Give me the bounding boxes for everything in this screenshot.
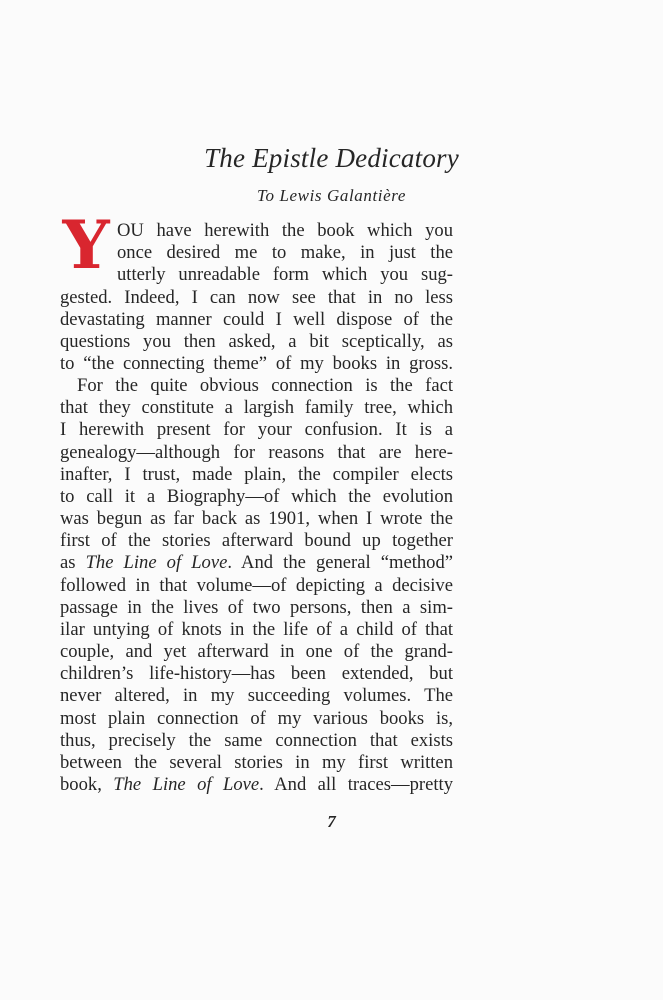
text-line: most plain connection of my various books is, [60, 708, 453, 729]
drop-cap-initial [59, 206, 111, 284]
text-line: couple, and yet afterward in one of the grand- [60, 641, 453, 662]
text-line: between the several stories in my first written [60, 752, 453, 773]
text-line: utterly unreadable form which you sug- [117, 264, 453, 285]
text-line: I herewith present for your confusion. It is a [60, 419, 453, 440]
text-line: was begun as far back as 1901, when I wrote the [60, 508, 453, 529]
text-line: never altered, in my succeeding volumes. The [60, 685, 453, 706]
text-line: ilar untying of knots in the life of a child of that [60, 619, 453, 640]
page-subtitle: To Lewis Galantière [257, 186, 406, 205]
text-line: inafter, I trust, made plain, the compiler elects [60, 464, 453, 485]
text-line: to “the connecting theme” of my books in gross. [60, 353, 453, 374]
page-title: The Epistle Dedicatory [204, 143, 459, 173]
text-line: once desired me to make, in just the [117, 242, 453, 263]
text-line-italic-title: as The Line of Love. And the general “method” [60, 552, 454, 573]
text-line: genealogy—although for reasons that are here- [60, 442, 453, 463]
text-line: first of the stories afterward bound up together [60, 530, 453, 551]
text-line: thus, precisely the same connection that exists [60, 730, 453, 751]
text-line: that they constitute a largish family tree, which [60, 397, 453, 418]
text-line: questions you then asked, a bit sceptically, as [60, 331, 453, 352]
text-line: followed in that volume—of depicting a decisive [60, 575, 453, 596]
drop-cap-letter: Y [62, 206, 110, 284]
text-line: OU have herewith the book which you [117, 220, 453, 241]
text-line-italic-title: book, The Line of Love. And all traces—pretty [60, 774, 454, 795]
text-line: gested. Indeed, I can now see that in no less [60, 287, 453, 308]
text-line: passage in the lives of two persons, then a sim- [60, 597, 453, 618]
page-number: 7 [327, 812, 336, 831]
text-line: devastating manner could I well dispose of the [60, 309, 453, 330]
text-line: For the quite obvious connection is the fact [77, 375, 453, 396]
text-line: children’s life-history—has been extended, but [60, 663, 453, 684]
text-line: to call it a Biography—of which the evolution [60, 486, 453, 507]
